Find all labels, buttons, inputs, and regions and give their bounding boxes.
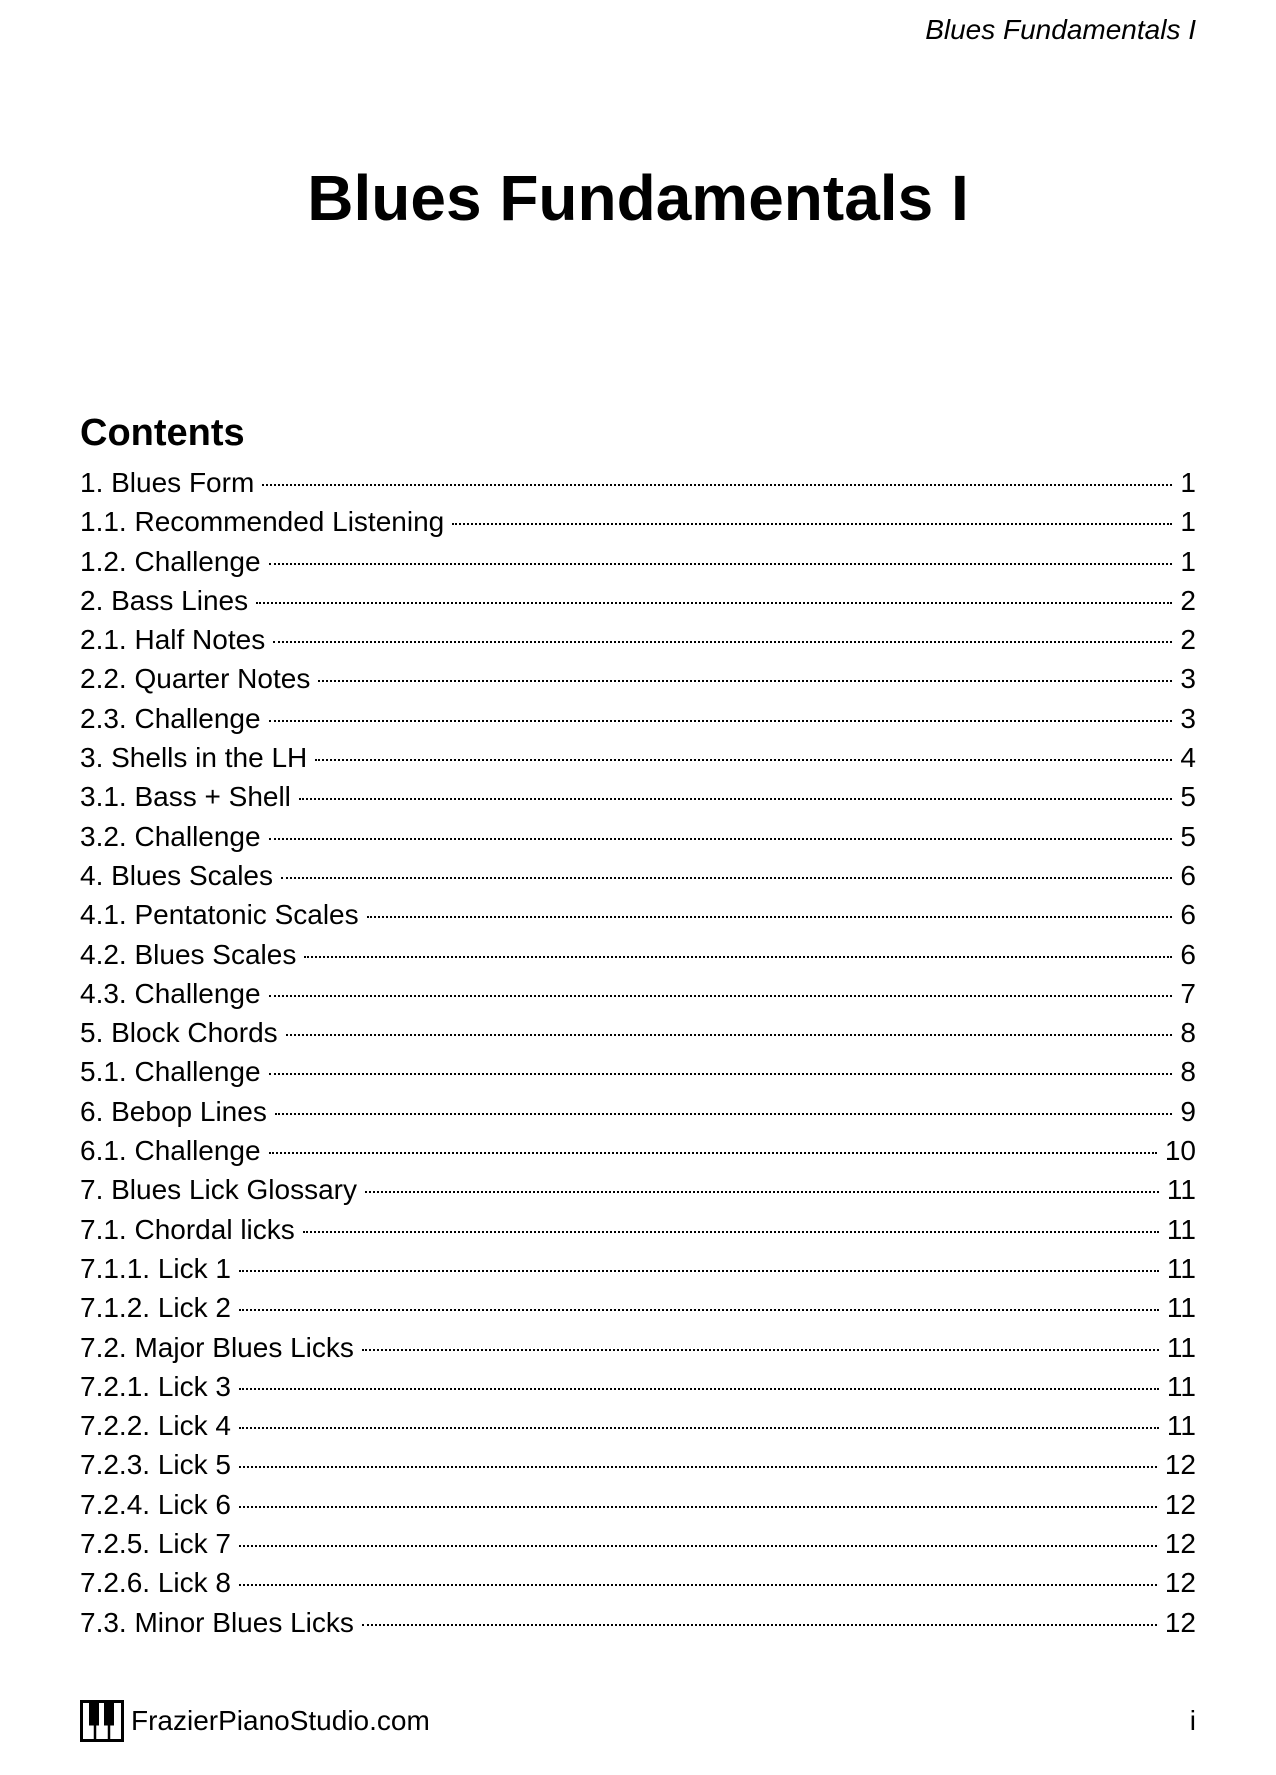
- toc-dot-leader: [239, 1388, 1159, 1390]
- toc-dot-leader: [299, 798, 1173, 800]
- toc-entry[interactable]: [80, 895, 1196, 934]
- toc-entry-page: 2: [1180, 624, 1196, 656]
- toc-entry[interactable]: [80, 502, 1196, 541]
- toc-entry-title: 1.2. Challenge: [80, 545, 261, 577]
- toc-dot-leader: [367, 916, 1173, 918]
- toc-entry-title: 4.2. Blues Scales: [80, 938, 297, 970]
- toc-entry-title: 3.1. Bass + Shell: [80, 781, 291, 813]
- toc-dot-leader: [269, 838, 1173, 840]
- toc-dot-leader: [315, 759, 1172, 761]
- footer-page-number: i: [1189, 1705, 1196, 1736]
- toc-dot-leader: [269, 563, 1173, 565]
- toc-entry[interactable]: [80, 1013, 1196, 1052]
- toc-dot-leader: [275, 1113, 1173, 1115]
- toc-entry-page: 10: [1164, 1135, 1196, 1167]
- toc-entry-page: 12: [1164, 1449, 1196, 1481]
- toc-entry-title: 4.3. Challenge: [80, 977, 261, 1009]
- toc-dot-leader: [269, 1073, 1173, 1075]
- toc-entry[interactable]: [80, 935, 1196, 974]
- toc-dot-leader: [239, 1466, 1157, 1468]
- toc-entry-page: 1: [1180, 545, 1196, 577]
- toc-entry-title: 7.3. Minor Blues Licks: [80, 1606, 354, 1638]
- toc-entry-page: 12: [1164, 1606, 1196, 1638]
- toc-entry[interactable]: [80, 856, 1196, 895]
- toc-entry-title: 7.2.5. Lick 7: [80, 1528, 231, 1560]
- toc-entry-page: 2: [1180, 584, 1196, 616]
- toc-entry[interactable]: [80, 1288, 1196, 1327]
- toc-dot-leader: [239, 1545, 1157, 1547]
- footer-website[interactable]: FrazierPianoStudio.com: [131, 1705, 430, 1736]
- toc-dot-leader: [365, 1191, 1159, 1193]
- toc-heading: Contents: [80, 412, 245, 454]
- toc-dot-leader: [239, 1427, 1159, 1429]
- toc-entry-page: 11: [1166, 1252, 1196, 1284]
- toc-entry-title: 3. Shells in the LH: [80, 742, 308, 774]
- table-of-contents: [80, 463, 1196, 1642]
- toc-entry-page: 12: [1164, 1528, 1196, 1560]
- toc-entry[interactable]: [80, 738, 1196, 777]
- toc-entry-title: 2.2. Quarter Notes: [80, 663, 311, 695]
- toc-dot-leader: [286, 1034, 1173, 1036]
- toc-entry-page: 4: [1180, 742, 1196, 774]
- toc-dot-leader: [239, 1506, 1157, 1508]
- toc-entry[interactable]: [80, 463, 1196, 502]
- toc-entry[interactable]: [80, 581, 1196, 620]
- toc-entry-page: 3: [1180, 663, 1196, 695]
- toc-entry-page: 6: [1180, 899, 1196, 931]
- toc-entry-page: 11: [1166, 1174, 1196, 1206]
- toc-entry[interactable]: [80, 1406, 1196, 1445]
- toc-dot-leader: [281, 877, 1172, 879]
- toc-entry-title: 5. Block Chords: [80, 1017, 278, 1049]
- piano-keys-icon: [80, 1700, 124, 1742]
- toc-entry-page: 8: [1180, 1056, 1196, 1088]
- toc-dot-leader: [362, 1624, 1157, 1626]
- toc-entry-title: 7.2.2. Lick 4: [80, 1410, 231, 1442]
- toc-entry-page: 5: [1180, 820, 1196, 852]
- toc-entry-title: 2.1. Half Notes: [80, 624, 266, 656]
- toc-entry[interactable]: [80, 1249, 1196, 1288]
- toc-entry-page: 8: [1180, 1017, 1196, 1049]
- toc-dot-leader: [269, 995, 1173, 997]
- toc-dot-leader: [269, 1152, 1157, 1154]
- toc-entry-title: 2. Bass Lines: [80, 584, 249, 616]
- toc-entry-page: 6: [1180, 859, 1196, 891]
- toc-dot-leader: [303, 1231, 1159, 1233]
- toc-entry-title: 7.2.6. Lick 8: [80, 1567, 231, 1599]
- toc-entry-title: 3.2. Challenge: [80, 820, 261, 852]
- document-title: Blues Fundamentals I: [307, 162, 969, 234]
- toc-dot-leader: [239, 1584, 1157, 1586]
- toc-entry[interactable]: [80, 777, 1196, 816]
- toc-entry[interactable]: [80, 659, 1196, 698]
- toc-entry-title: 2.3. Challenge: [80, 702, 261, 734]
- toc-entry[interactable]: [80, 1367, 1196, 1406]
- toc-entry-title: 7.1.1. Lick 1: [80, 1252, 231, 1284]
- toc-entry[interactable]: [80, 974, 1196, 1013]
- toc-entry-page: 11: [1166, 1370, 1196, 1402]
- toc-dot-leader: [269, 720, 1173, 722]
- toc-entry[interactable]: [80, 1328, 1196, 1367]
- toc-entry-page: 1: [1180, 467, 1196, 498]
- toc-entry-title: 7. Blues Lick Glossary: [80, 1174, 357, 1206]
- toc-entry-page: 12: [1164, 1488, 1196, 1520]
- toc-dot-leader: [273, 641, 1172, 643]
- toc-entry[interactable]: [80, 1485, 1196, 1524]
- toc-dot-leader: [256, 602, 1172, 604]
- toc-entry-page: 1: [1180, 506, 1196, 538]
- toc-entry[interactable]: [80, 620, 1196, 659]
- toc-entry[interactable]: [80, 1170, 1196, 1209]
- toc-entry[interactable]: [80, 1131, 1196, 1170]
- toc-entry[interactable]: [80, 1210, 1196, 1249]
- toc-dot-leader: [262, 484, 1172, 486]
- toc-entry-title: 6. Bebop Lines: [80, 1095, 267, 1127]
- toc-entry-page: 3: [1180, 702, 1196, 734]
- toc-entry-title: 5.1. Challenge: [80, 1056, 261, 1088]
- toc-dot-leader: [452, 523, 1172, 525]
- toc-entry-title: 7.1. Chordal licks: [80, 1213, 295, 1245]
- toc-entry[interactable]: [80, 1563, 1196, 1602]
- toc-entry[interactable]: [80, 1052, 1196, 1091]
- toc-entry-title: 4.1. Pentatonic Scales: [80, 899, 359, 931]
- toc-entry[interactable]: [80, 542, 1196, 581]
- toc-entry-title: 7.2.4. Lick 6: [80, 1488, 231, 1520]
- toc-entry-page: 11: [1166, 1331, 1196, 1363]
- toc-dot-leader: [304, 956, 1172, 958]
- toc-entry[interactable]: [80, 1092, 1196, 1131]
- toc-entry-title: 7.2.1. Lick 3: [80, 1370, 231, 1402]
- toc-entry-page: 7: [1180, 977, 1196, 1009]
- toc-entry-title: 1. Blues Form: [80, 467, 255, 498]
- toc-entry-title: 1.1. Recommended Listening: [80, 506, 445, 538]
- toc-entry[interactable]: [80, 699, 1196, 738]
- toc-entry[interactable]: [80, 1524, 1196, 1563]
- running-header: Blues Fundamentals I: [925, 14, 1196, 45]
- toc-entry-title: 6.1. Challenge: [80, 1135, 261, 1167]
- toc-entry-page: 12: [1164, 1567, 1196, 1599]
- toc-dot-leader: [318, 680, 1172, 682]
- toc-entry-page: 11: [1166, 1292, 1196, 1324]
- toc-entry-page: 11: [1166, 1410, 1196, 1442]
- toc-entry-title: 7.1.2. Lick 2: [80, 1292, 231, 1324]
- toc-dot-leader: [239, 1309, 1159, 1311]
- toc-entry-page: 6: [1180, 938, 1196, 970]
- toc-entry-page: 9: [1180, 1095, 1196, 1127]
- toc-entry[interactable]: [80, 1445, 1196, 1484]
- toc-dot-leader: [239, 1270, 1159, 1272]
- toc-entry[interactable]: [80, 1603, 1196, 1642]
- toc-entry-title: 7.2. Major Blues Licks: [80, 1331, 354, 1363]
- toc-entry-page: 11: [1166, 1213, 1196, 1245]
- toc-entry-title: 7.2.3. Lick 5: [80, 1449, 231, 1481]
- toc-dot-leader: [362, 1349, 1159, 1351]
- toc-entry-page: 5: [1180, 781, 1196, 813]
- toc-entry-title: 4. Blues Scales: [80, 859, 273, 891]
- toc-entry[interactable]: [80, 817, 1196, 856]
